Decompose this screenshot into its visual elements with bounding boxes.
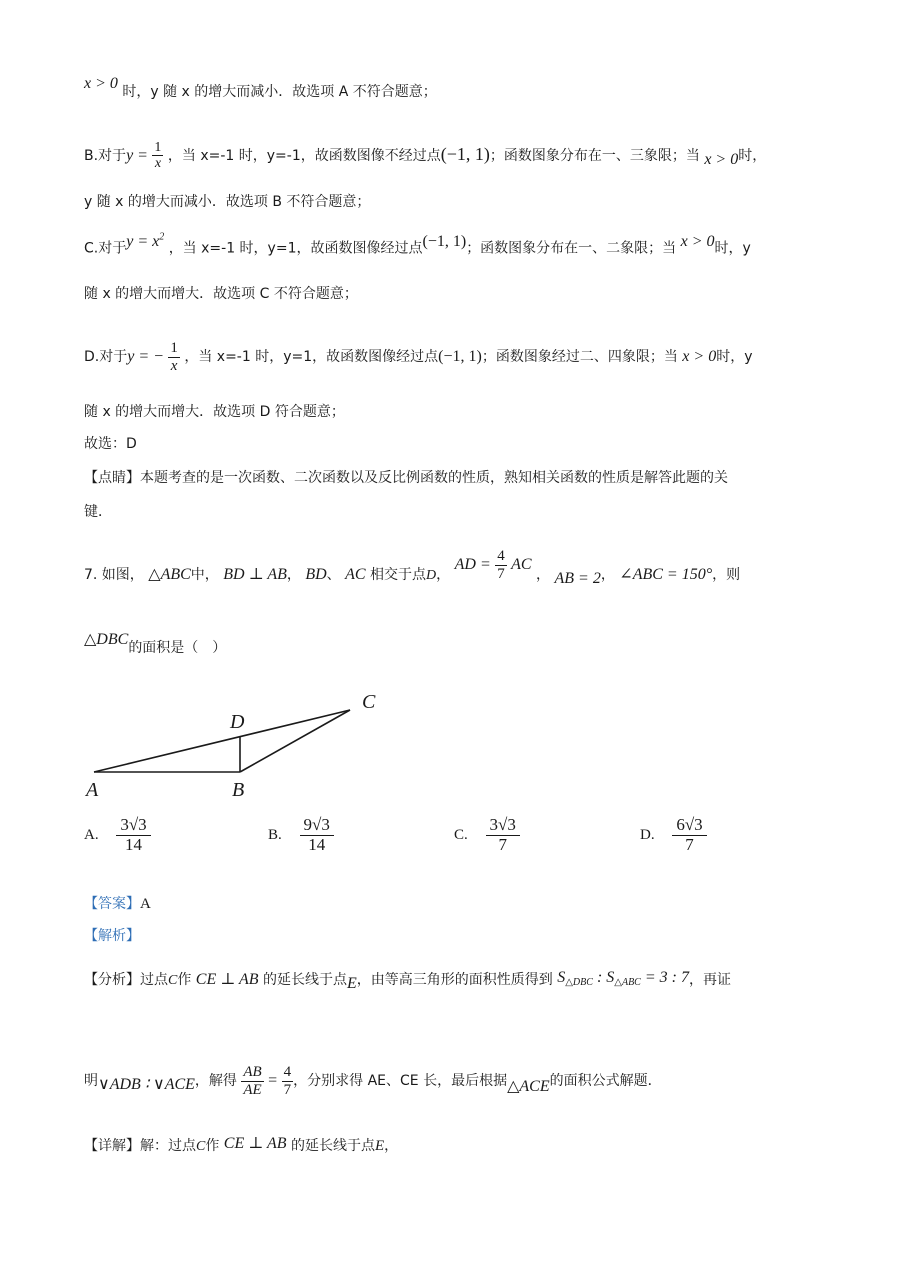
option-denominator: 7 bbox=[486, 835, 520, 855]
point: (−1, 1) bbox=[438, 348, 482, 365]
q7-text-7: ， bbox=[600, 567, 615, 583]
label-a: A bbox=[86, 779, 99, 801]
ratio-value: = 3 : 7 bbox=[640, 969, 689, 986]
option-c-text-2: ；函数图象分布在一、二象限；当 bbox=[466, 240, 677, 257]
answer-tag: 【答案】 bbox=[84, 896, 140, 912]
fraction-numerator: 1 bbox=[170, 340, 178, 356]
condition: x > 0 bbox=[680, 233, 715, 251]
fraction-numerator: 4 bbox=[497, 548, 505, 564]
perpendicular-ce: CE ⊥ AB bbox=[195, 971, 259, 988]
point-e: E bbox=[347, 975, 357, 992]
option-label: C. bbox=[454, 826, 468, 843]
option-d-text-3: 时，y bbox=[716, 349, 753, 365]
q7-text-1: 中， bbox=[190, 567, 219, 583]
q7-text-3: 、 bbox=[326, 567, 341, 583]
option-d-eq: y = − bbox=[127, 348, 164, 365]
point-c: C bbox=[196, 1139, 206, 1154]
fraction-denominator: x bbox=[152, 155, 163, 171]
segment-bc-line bbox=[240, 710, 350, 772]
option-a[interactable] bbox=[84, 816, 151, 854]
line-1 bbox=[84, 75, 437, 102]
option-d[interactable] bbox=[640, 816, 707, 854]
detail-text-3: 的延长线于点 bbox=[291, 1138, 375, 1154]
line-3-text: y 随 x 的增大而减小．故选项 B 不符合题意； bbox=[84, 194, 371, 210]
fenxi2-text-2: ，解得 bbox=[194, 1073, 237, 1089]
option-c[interactable] bbox=[454, 816, 520, 854]
option-denominator: 14 bbox=[300, 835, 334, 855]
fenxi-text-3: 的延长线于点 bbox=[263, 972, 347, 988]
ratio-colon: : bbox=[592, 969, 607, 986]
line-option-d bbox=[84, 340, 753, 374]
q7-text-8: ，则 bbox=[712, 567, 741, 583]
answer-line bbox=[84, 894, 151, 914]
fraction-denominator: 7 bbox=[497, 565, 505, 582]
fenxi-text-5: ，再证 bbox=[688, 972, 731, 988]
ab-length: AB = 2 bbox=[554, 570, 601, 587]
math-condition: x > 0 bbox=[84, 75, 118, 92]
note-text-2: 键． bbox=[84, 504, 112, 520]
note-line-1 bbox=[84, 468, 728, 488]
line-5-text: 随 x 的增大而增大．故选项 C 不符合题意； bbox=[84, 286, 358, 302]
fenxi2-text-4: 的面积公式解题． bbox=[549, 1073, 662, 1089]
option-numerator: 6√3 bbox=[676, 815, 703, 834]
eq-exponent: 2 bbox=[159, 232, 165, 243]
option-label: D. bbox=[640, 826, 655, 843]
line-option-c bbox=[84, 234, 751, 258]
angle-abc: ∠ABC = 150° bbox=[619, 566, 713, 583]
ad-relation bbox=[454, 548, 536, 582]
answer-value: A bbox=[140, 896, 151, 912]
triangle-dbc: △DBC bbox=[84, 631, 129, 648]
fraction-4-7-b bbox=[282, 1064, 294, 1098]
eq-base: y = x bbox=[126, 233, 160, 251]
condition: x > 0 bbox=[682, 348, 717, 365]
option-numerator: 3√3 bbox=[120, 815, 147, 834]
option-c-text: ，当 x=-1 时，y=1，故函数图像经过点 bbox=[168, 240, 423, 257]
line-3 bbox=[84, 192, 370, 212]
fraction-4-7 bbox=[495, 548, 507, 582]
fraction-denominator: 7 bbox=[283, 1081, 292, 1098]
perpendicular-ce: CE ⊥ AB bbox=[223, 1135, 287, 1152]
label-d: D bbox=[230, 711, 245, 733]
option-numerator: 9√3 bbox=[303, 815, 330, 834]
question-7-line-2 bbox=[84, 631, 227, 658]
segment-ac: AC bbox=[345, 566, 366, 583]
option-d-text: ，当 x=-1 时，y=1，故函数图像经过点 bbox=[184, 349, 439, 365]
line-7-text: 随 x 的增大而增大．故选项 D 符合题意； bbox=[84, 404, 345, 420]
fenxi-text-4: ，由等高三角形的面积性质得到 bbox=[356, 972, 553, 988]
option-c-eq bbox=[126, 233, 164, 250]
option-denominator: 14 bbox=[116, 835, 150, 855]
question-number: 7. 如图， bbox=[84, 567, 144, 583]
option-c-text-3: 时，y bbox=[714, 240, 751, 257]
option-d-prefix: D.对于 bbox=[84, 349, 128, 365]
option-label: A. bbox=[84, 826, 99, 843]
option-b-text-3: 时， bbox=[738, 147, 767, 164]
fenxi2-text-1: 明 bbox=[84, 1073, 98, 1089]
option-a-fraction bbox=[116, 816, 150, 854]
option-c-fraction bbox=[486, 816, 520, 854]
area-subscript-2: △ABC bbox=[614, 977, 641, 988]
fraction-denominator: x bbox=[168, 357, 180, 375]
triangle-abc: △ABC bbox=[148, 566, 191, 583]
label-b: B bbox=[232, 779, 245, 801]
area-symbol: S bbox=[557, 969, 566, 986]
fenxi-tag: 【分析】 bbox=[84, 972, 140, 988]
condition: x > 0 bbox=[704, 150, 739, 168]
triangle-ace: △ACE bbox=[507, 1078, 550, 1095]
segment-bd: BD bbox=[305, 566, 327, 583]
note-text: 【点睛】本题考查的是一次函数、二次函数以及反比例函数的性质，熟知相关函数的性质是解答此题的关 bbox=[84, 470, 728, 486]
option-c-prefix: C.对于 bbox=[84, 240, 127, 257]
perpendicular-relation: BD ⊥ AB bbox=[223, 566, 287, 583]
area-ratio bbox=[557, 969, 689, 986]
q7-text-4: 相交于点 bbox=[370, 567, 427, 583]
area-symbol-2: S bbox=[606, 969, 615, 986]
q7-ask: 的面积是（ ） bbox=[128, 640, 227, 656]
option-b-text-2: ；函数图象分布在一、三象限；当 bbox=[489, 147, 700, 164]
fraction-numerator: 1 bbox=[154, 140, 162, 155]
ad-right: AC bbox=[511, 556, 532, 573]
q7-text-5: ， bbox=[436, 567, 451, 583]
fraction-1-over-x bbox=[152, 140, 163, 172]
line-1-text: 时，y 随 x 的增大而减小．故选项 A 不符合题意； bbox=[122, 84, 437, 100]
point: (−1, 1) bbox=[440, 143, 490, 164]
fraction-numerator: AB bbox=[243, 1064, 262, 1080]
fraction-neg-1-over-x bbox=[168, 340, 180, 374]
fraction-numerator: 4 bbox=[283, 1064, 292, 1080]
fraction-denominator: AE bbox=[243, 1081, 262, 1098]
option-b-text: ，当 x=-1 时，y=-1，故函数图像不经过点 bbox=[167, 147, 441, 164]
analysis-line bbox=[84, 926, 140, 946]
point-c: C bbox=[168, 973, 178, 988]
fraction-ab-ae bbox=[241, 1064, 263, 1098]
ad-left: AD = bbox=[454, 556, 491, 573]
option-b-fraction bbox=[300, 816, 334, 854]
fenxi-line-1 bbox=[84, 970, 731, 995]
point-d: D bbox=[426, 568, 437, 583]
line-8-choice bbox=[84, 434, 137, 454]
segment-ac-line bbox=[94, 710, 350, 772]
area-subscript: △DBC bbox=[565, 977, 593, 988]
option-numerator: 3√3 bbox=[489, 815, 516, 834]
option-b[interactable] bbox=[268, 816, 334, 854]
detail-line bbox=[84, 1136, 398, 1157]
question-7 bbox=[84, 548, 741, 592]
line-option-b bbox=[84, 140, 766, 172]
equals-sign: = bbox=[268, 1072, 278, 1089]
note-line-2 bbox=[84, 502, 112, 522]
analysis-tag: 【解析】 bbox=[84, 928, 140, 944]
geometry-figure bbox=[80, 686, 400, 806]
detail-text-1: 解：过点 bbox=[140, 1138, 196, 1154]
line-5 bbox=[84, 284, 358, 304]
option-b-eq: y = bbox=[126, 146, 148, 164]
q7-text-6: ， bbox=[536, 567, 551, 583]
choice-text: 故选：D bbox=[84, 436, 137, 452]
line-7 bbox=[84, 402, 345, 422]
option-label: B. bbox=[268, 826, 282, 843]
similar-triangles: ∨ADB ∶ ∨ACE bbox=[98, 1076, 195, 1093]
detail-text-4: ， bbox=[384, 1138, 399, 1154]
detail-tag: 【详解】 bbox=[84, 1138, 140, 1154]
option-b-prefix: B.对于 bbox=[84, 147, 127, 164]
fenxi-line-2 bbox=[84, 1064, 662, 1098]
point-e: E bbox=[375, 1138, 385, 1154]
option-d-fraction bbox=[672, 816, 706, 854]
detail-text-2: 作 bbox=[205, 1138, 220, 1154]
label-c: C bbox=[362, 691, 376, 713]
fenxi-text-1: 过点 bbox=[140, 972, 168, 988]
fenxi2-text-3: ，分别求得 AE、CE 长，最后根据 bbox=[293, 1073, 508, 1089]
point: (−1, 1) bbox=[422, 233, 467, 251]
q7-text-2: ， bbox=[286, 567, 301, 583]
fenxi-text-2: 作 bbox=[177, 972, 192, 988]
option-denominator: 7 bbox=[672, 835, 706, 855]
option-d-text-2: ；函数图象经过二、四象限；当 bbox=[481, 349, 678, 365]
